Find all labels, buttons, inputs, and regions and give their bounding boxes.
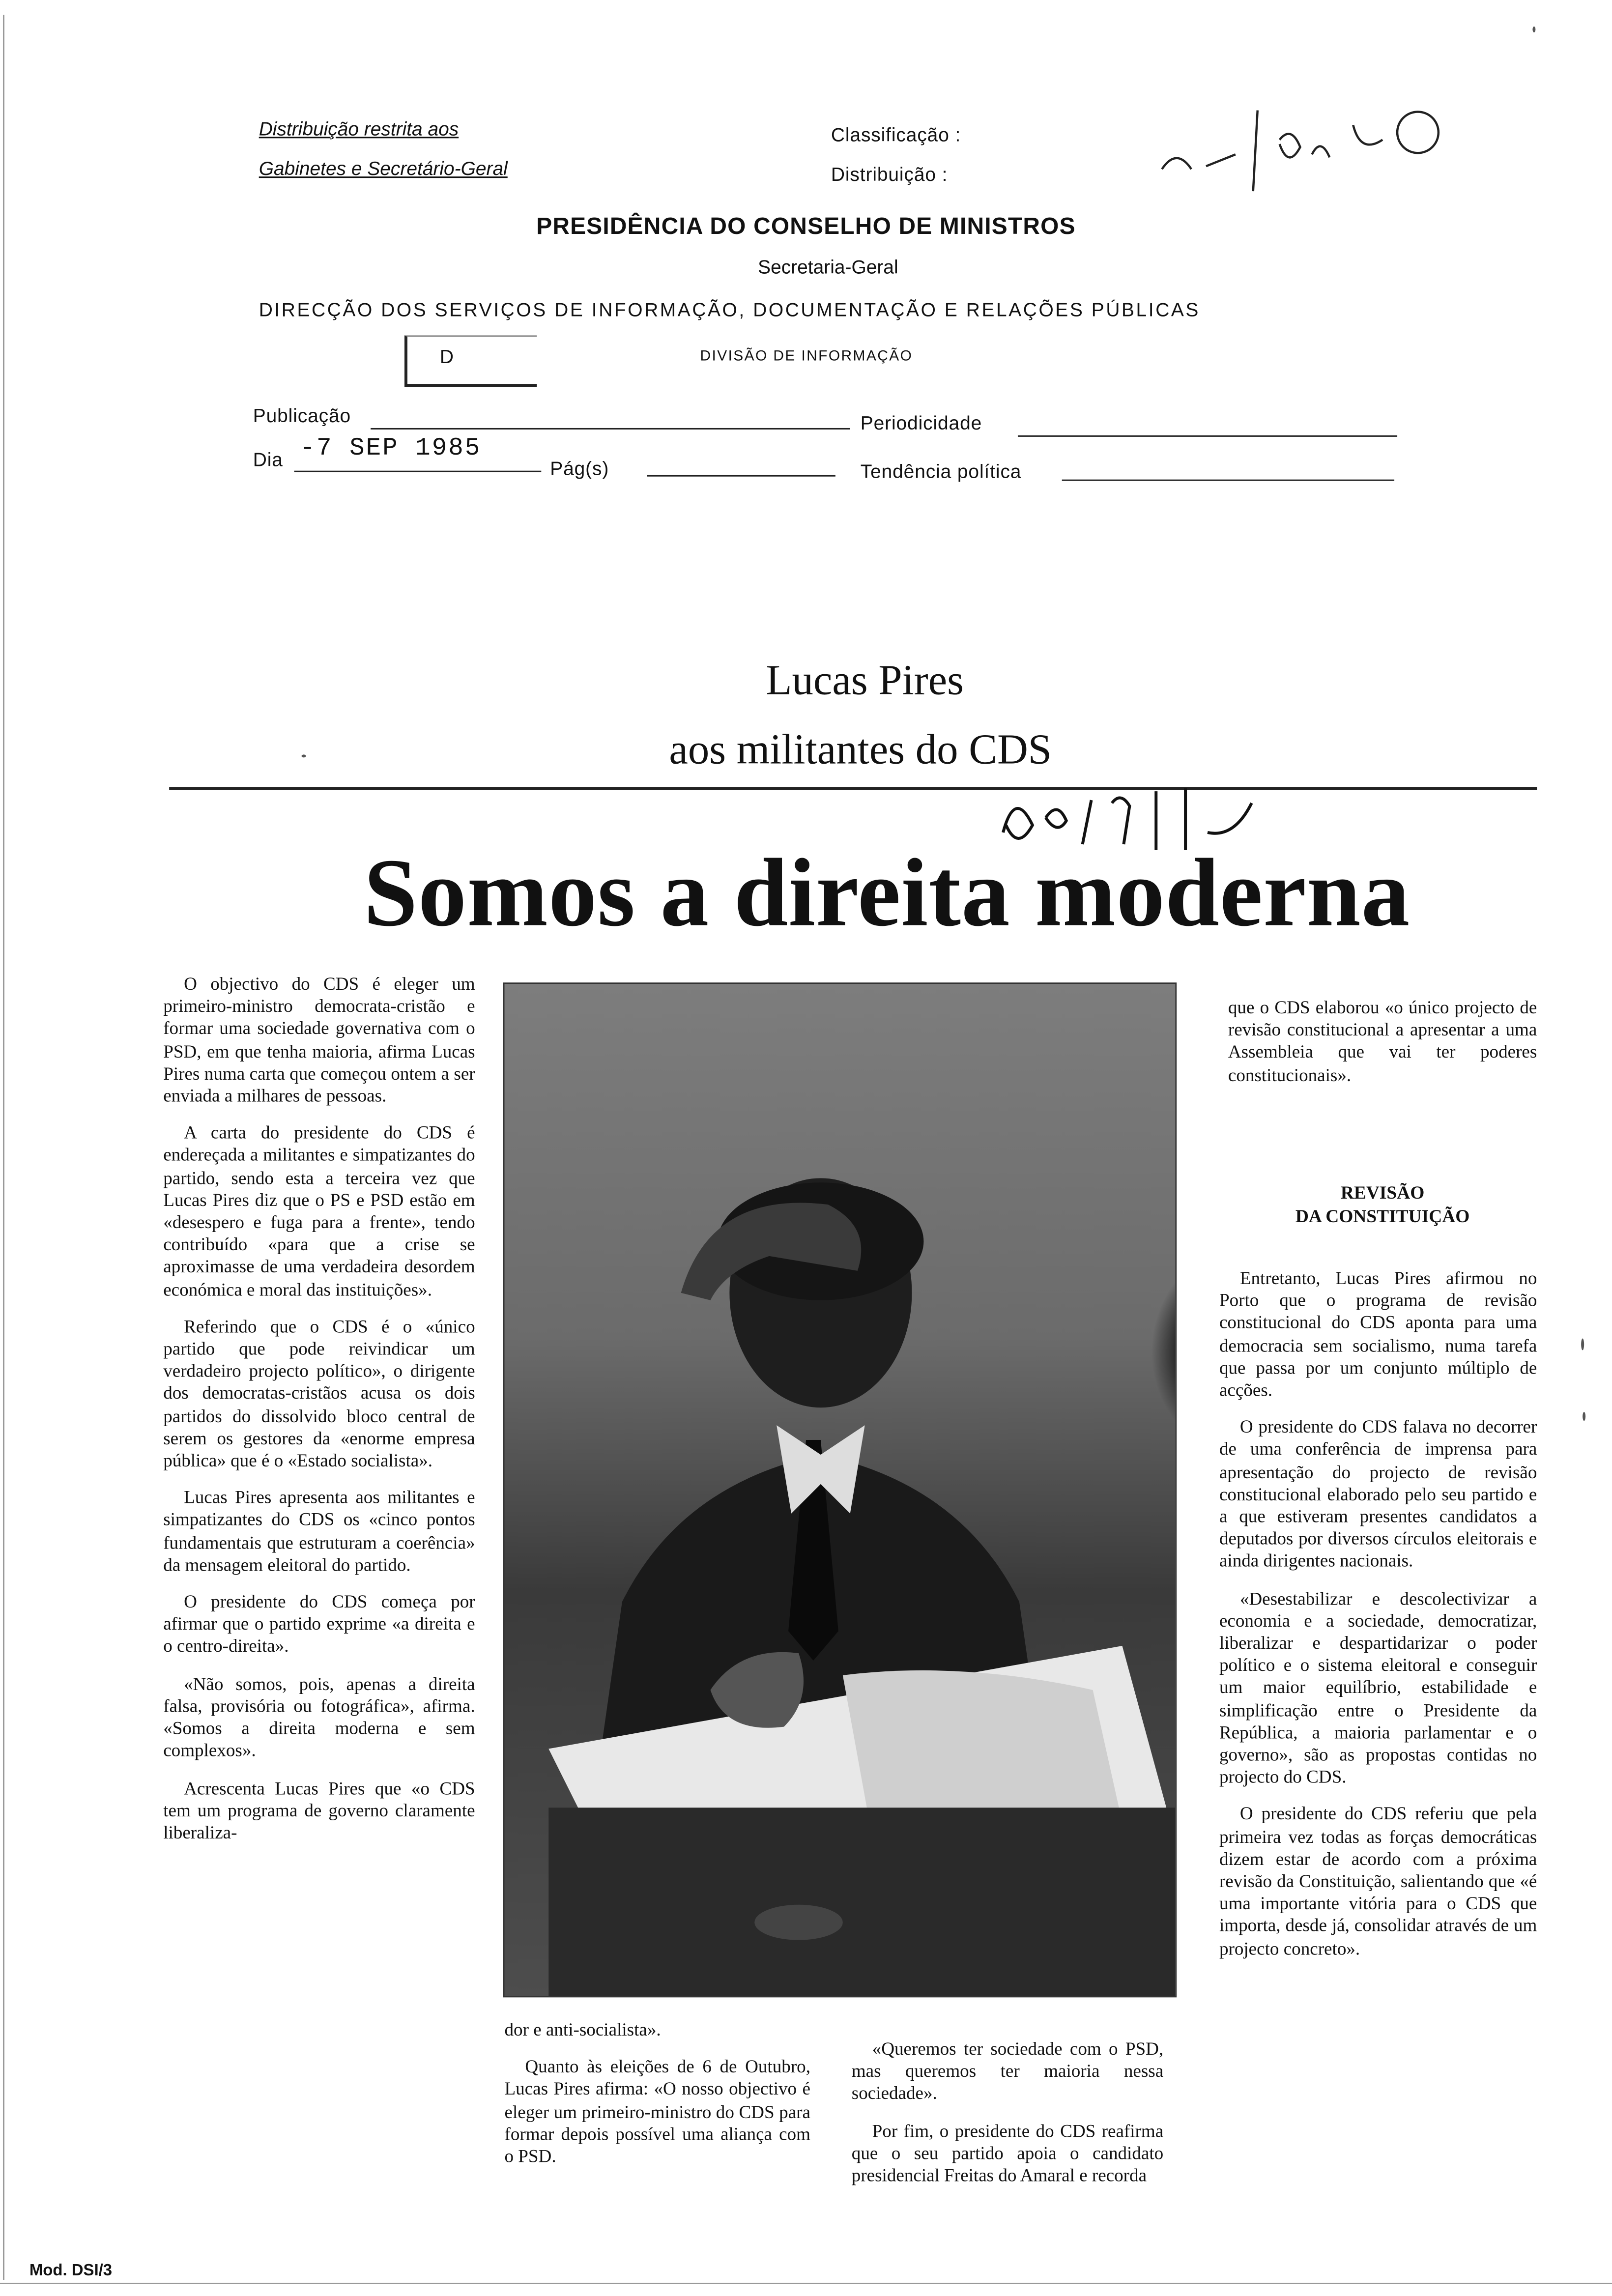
paragraph: Quanto às eleições de 6 de Outubro, Lucas Pires afirma: «O nosso objectivo é eleger um primeiro-ministro do CDS para formar depois possível uma aliança com o PSD. <box>504 2056 810 2167</box>
paragraph: O presidente do CDS falava no decorrer de uma conferência de imprensa para apresentação do projecto de revisão constitucional elaborado pelo seu partido e a que estiveram presentes candidatos a deputados por diversos círculos eleitorais e ainda dirigentes nacionais. <box>1219 1416 1537 1572</box>
paragraph: que o CDS elaborou «o único projecto de revisão constitucional a apresentar a uma Assembleia que vai ter poderes constitucionais». <box>1228 997 1537 1085</box>
paragraph: Lucas Pires apresenta aos militantes e simpatizantes do CDS os «cinco pontos fundamentais que estruturam a coerência» da mensagem eleitoral do partido. <box>163 1487 475 1576</box>
article-column-3 <box>852 2038 1163 2202</box>
paragraph: «Não somos, pois, apenas a direita falsa, provisória ou fotográfica», afirma. «Somos a direita moderna e sem complexos». <box>163 1673 475 1761</box>
article-column-4 <box>1219 1268 1537 1975</box>
presidency-title: PRESIDÊNCIA DO CONSELHO DE MINISTROS <box>536 214 1076 240</box>
secretariat-label: Secretaria-Geral <box>758 256 898 278</box>
kicker-line2: aos militantes do CDS <box>669 726 1052 774</box>
political-tendency-label: Tendência política <box>860 460 1022 483</box>
distribution-note-line2: Gabinetes e Secretário-Geral <box>259 157 508 180</box>
section-heading <box>1228 1181 1537 1228</box>
division-label: DIVISÃO DE INFORMAÇÃO <box>700 348 913 365</box>
date-stamp: -7 SEP 1985 <box>300 435 482 463</box>
headline: Somos a direita moderna <box>363 839 1410 947</box>
paragraph: O objectivo do CDS é eleger um primeiro-ministro democrata-cristão e formar uma sociedade governativa com o PSD, em que tenha maioria, afirma Lucas Pires numa carta que começou ontem a ser enviada a milhares de pessoas. <box>163 974 475 1106</box>
periodicity-field <box>1018 435 1397 437</box>
publication-label: Publicação <box>253 404 351 427</box>
article-photo <box>503 982 1177 1997</box>
section-heading-line2: DA CONSTITUIÇÃO <box>1295 1206 1470 1227</box>
reference-box-code: D <box>439 345 454 368</box>
handwritten-annotation <box>1147 81 1470 199</box>
pages-field <box>647 475 835 477</box>
kicker-line1: Lucas Pires <box>766 657 964 705</box>
article-column-1 <box>163 974 475 1859</box>
paragraph: A carta do presidente do CDS é endereçada a militantes e simpatizantes do partido, sendo esta a terceira vez que Lucas Pires diz que o PS e PSD estão em «desespero e fuga para a frente», tendo contribuído «para que a crise se aproximasse de uma verdadeira desordem económica e moral das instituições». <box>163 1122 475 1300</box>
publication-field <box>371 428 850 430</box>
section-heading-line1: REVISÃO <box>1340 1182 1425 1204</box>
paragraph: «Desestabilizar e descolectivizar a economia e a sociedade, democratizar, liberalizar e despartidarizar o poder político e o sistema eleitoral e conseguir um maior equilíbrio, estabilidade e simplificação entre o Presidente da República, a maioria parlamentar e o governo», são as propostas contidas no projecto do CDS. <box>1219 1588 1537 1788</box>
classification-label: Classificação : <box>831 123 961 146</box>
political-tendency-field <box>1062 480 1394 481</box>
photo-subject <box>504 984 1175 1996</box>
distribution-label: Distribuição : <box>831 163 948 186</box>
day-label: Dia <box>253 448 283 471</box>
scan-left-edge <box>3 15 4 2280</box>
paragraph: «Queremos ter sociedade com o PSD, mas queremos ter maioria nessa sociedade». <box>851 2038 1164 2104</box>
form-code: Mod. DSI/3 <box>29 2262 113 2280</box>
article-column-4-top <box>1228 997 1537 1101</box>
paragraph: Acrescenta Lucas Pires que «o CDS tem um programa de governo claramente liberaliza- <box>163 1777 475 1843</box>
paragraph: Por fim, o presidente do CDS reafirma que o seu partido apoia o candidato presidencial Freitas do Amaral e recorda <box>851 2120 1164 2186</box>
article-column-2 <box>504 2019 810 2183</box>
pages-label: Pág(s) <box>550 457 609 480</box>
paragraph: Referindo que o CDS é o «único partido que pode reivindicar um verdadeiro projecto político», o dirigente dos democratas-cristãos acusa os dois partidos do dissolvido bloco central de serem os gestores da «enorme empresa pública» que é o «Estado socialista». <box>163 1316 475 1471</box>
reference-box <box>404 335 537 387</box>
paragraph: O presidente do CDS referiu que pela primeira vez todas as forças democráticas dizem estar de acordo com a próxima revisão da Constituição, salientando que «é uma importante vitória para o CDS que importa, desde já, consolidar através de um projecto concreto». <box>1219 1804 1537 1959</box>
paragraph: O presidente do CDS começa por afirmar que o partido exprime «a direita e o centro-direita». <box>163 1591 475 1657</box>
kicker-rule <box>169 787 1537 790</box>
paragraph: dor e anti-socialista». <box>504 2019 661 2040</box>
distribution-note-line1: Distribuição restrita aos <box>259 117 459 140</box>
scan-bottom-edge <box>0 2283 1612 2284</box>
directorate-label: DIRECÇÃO DOS SERVIÇOS DE INFORMAÇÃO, DOCUMENTAÇÃO E RELAÇÕES PÚBLICAS <box>259 298 1200 321</box>
paragraph: Entretanto, Lucas Pires afirmou no Porto que o programa de revisão constitucional do CDS aponta para uma democracia sem socialismo, numa tarefa que passa por um conjunto múltiplo de acções. <box>1219 1267 1537 1401</box>
periodicity-label: Periodicidade <box>860 412 982 434</box>
day-field <box>294 471 542 472</box>
